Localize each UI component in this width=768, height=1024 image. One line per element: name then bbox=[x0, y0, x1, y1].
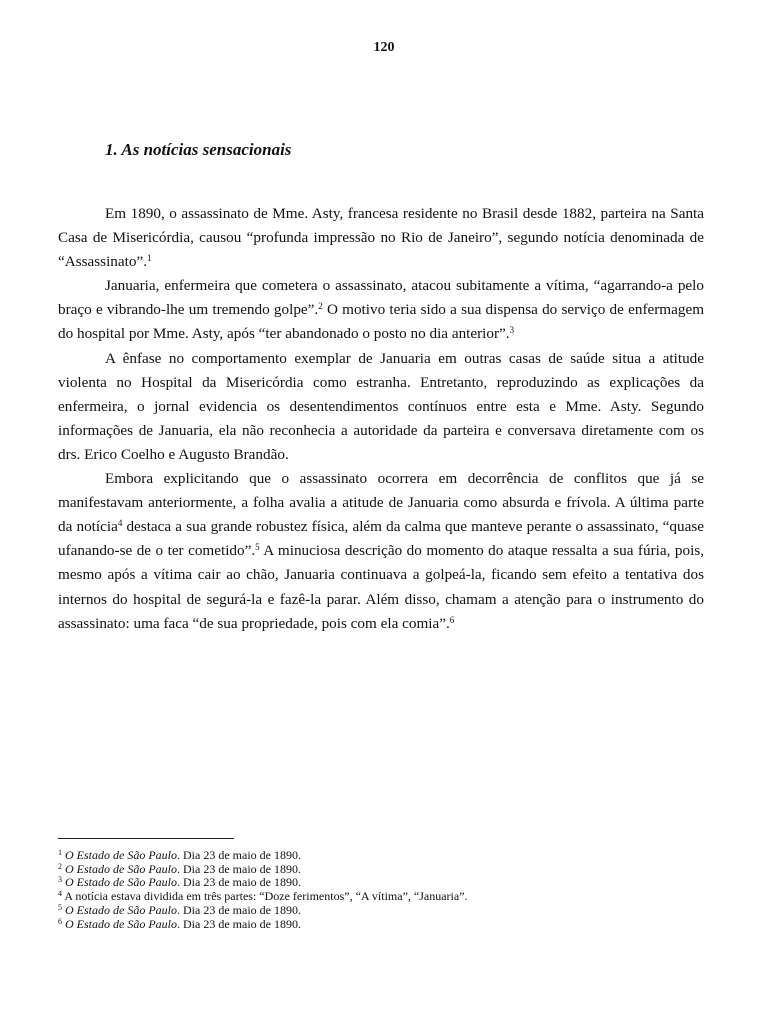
footnote-text: A notícia estava dividida em três partes: “Doze ferimentos”, “A vítima”, “Januaria”. bbox=[64, 889, 468, 904]
footnote-number: 3 bbox=[58, 875, 62, 885]
footnote-source: O Estado de São Paulo bbox=[65, 902, 177, 917]
footnote-number: 1 bbox=[58, 848, 62, 857]
footnote-ref: 3 bbox=[509, 325, 515, 336]
footnote-1 bbox=[58, 849, 704, 863]
footnote-ref: 1 bbox=[147, 253, 152, 264]
footnote-ref: 4 bbox=[117, 518, 123, 529]
paragraph-text: A ênfase no comportamento exemplar de Januaria em outras casas de saúde situa a atitude violenta no Hospital da Misericórdia como estranha. Entretanto, reproduzindo as explicações da enfermeira, o jornal evidencia os desentendimentos contínuos entre esta e Mme. Asty. Segundo informações de Januaria, ela não reconhecia a autoridade da parteira e conversava diretamente com os drs. Erico Coelho e Augusto Brandão. bbox=[58, 349, 704, 463]
footnote-source: O Estado de São Paulo bbox=[65, 861, 177, 876]
paragraph-3 bbox=[58, 347, 704, 467]
footnote-number: 4 bbox=[58, 889, 62, 899]
footnote-divider bbox=[58, 838, 234, 839]
footnote-4 bbox=[58, 890, 704, 904]
footnote-source: O Estado de São Paulo bbox=[65, 848, 177, 862]
paragraph-text: O motivo teria sido a sua dispensa do serviço de enfermagem do hospital por Mme. Asty, após “ter abandonado o posto no dia anterior”. bbox=[58, 301, 705, 343]
footnote-ref: 6 bbox=[449, 614, 455, 625]
footnote-2 bbox=[58, 863, 704, 877]
body-text bbox=[58, 202, 704, 636]
footnote-text: . Dia 23 de maio de 1890. bbox=[177, 875, 301, 890]
footnote-number: 6 bbox=[58, 916, 62, 926]
footnote-3 bbox=[58, 876, 704, 890]
footnote-number: 2 bbox=[58, 861, 62, 871]
paragraph-text: Em 1890, o assassinato de Mme. Asty, francesa residente no Brasil desde 1882, parteira na Santa Casa de Misericórdia, causou “profunda impressão no Rio de Janeiro”, segundo notícia denominada de “Assassinato”. bbox=[58, 205, 704, 271]
footnote-number: 5 bbox=[58, 902, 62, 912]
footnote-text: . Dia 23 de maio de 1890. bbox=[177, 902, 301, 917]
footnotes bbox=[58, 849, 704, 931]
footnote-text: . Dia 23 de maio de 1890. bbox=[177, 861, 301, 876]
footnote-source: O Estado de São Paulo bbox=[65, 875, 177, 890]
section-title: 1. As notícias sensacionais bbox=[105, 140, 292, 159]
paragraph-text: destaca a sua grande robustez física, além da calma que manteve perante o assassinato, “quase ufanando-se de o ter cometido”. bbox=[58, 518, 704, 560]
paragraph-text: Januaria, enfermeira que cometera o assassinato, atacou subitamente a vítima, “agarrando-a pelo braço e vibrando-lhe um tremendo golpe”. bbox=[58, 277, 704, 319]
paragraph-text: Embora explicitando que o assassinato ocorrera em decorrência de conflitos que já se manifestavam anteriormente, a folha avalia a atitude de Januaria como absurda e frívola. A última parte da notícia bbox=[58, 470, 704, 536]
paragraph-4 bbox=[58, 467, 704, 636]
paragraph-1 bbox=[58, 202, 704, 274]
footnote-ref: 5 bbox=[255, 542, 260, 553]
paragraph-2 bbox=[58, 274, 704, 346]
footnote-5 bbox=[58, 904, 704, 918]
footnote-ref: 2 bbox=[318, 301, 323, 312]
footnote-text: . Dia 23 de maio de 1890. bbox=[177, 848, 301, 862]
footnote-source: O Estado de São Paulo bbox=[65, 916, 177, 931]
page-number: 120 bbox=[373, 40, 395, 55]
footnote-text: . Dia 23 de maio de 1890. bbox=[177, 916, 301, 931]
footnote-6 bbox=[58, 918, 704, 932]
paragraph-text: A minuciosa descrição do momento do ataque ressalta a sua fúria, pois, mesmo após a vítima cair ao chão, Januaria continuava a golpeá-la, ficando sem efeito a tentativa dos internos do hospital de segurá-la e fazê-la parar. Além disso, chamam a atenção para o instrumento do assassinato: uma faca “de sua propriedade, pois com ela comia”. bbox=[58, 542, 704, 632]
